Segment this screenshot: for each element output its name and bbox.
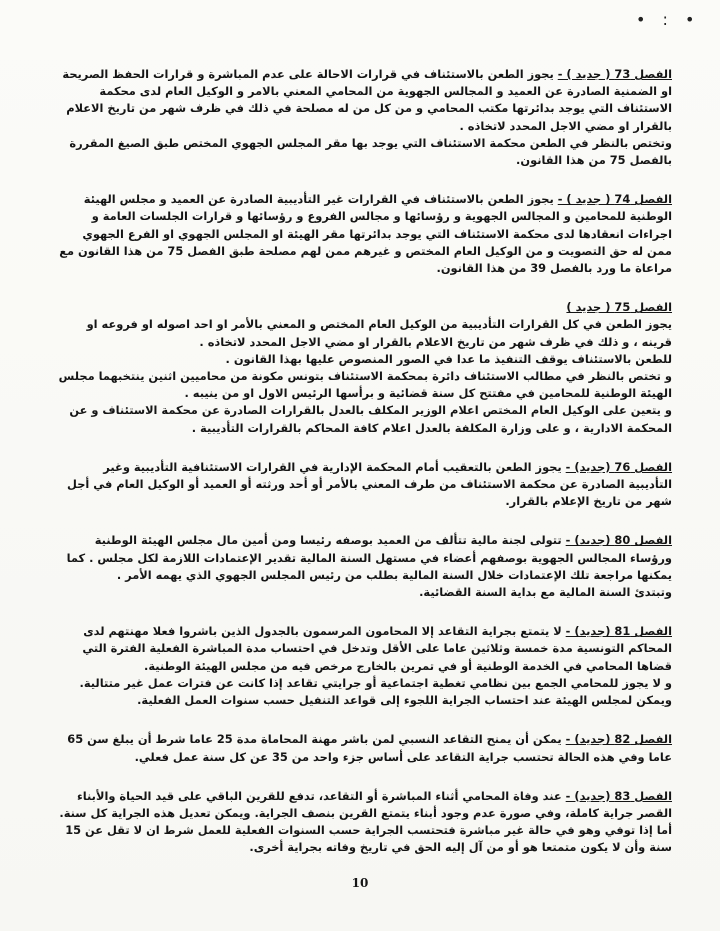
corner-marks: • : •	[636, 10, 701, 29]
article-heading: الفصل 81 (جديد) -	[565, 624, 672, 639]
article-80	[58, 532, 672, 601]
article-heading: الفصل 76 (جديد) -	[565, 459, 672, 474]
article-paragraph: و يتعين على الوكيل العام المختص اعلام الوزير المكلف بالعدل بالقرارات الصادرة عن محكمة الاستئناف و عن المحكمة الادارية ، و على وزارة المكلفة بالعدل اعلام كافة المحاكم بالقرارات التأديبية .	[69, 403, 672, 435]
article-paragraph: الفصل 76 (جديد) - يجوز الطعن بالتعقيب أمام المحكمة الإدارية في القرارات الاستئنافية التأديبية وغير التأديبية الصادرة عن محكمة الاستئناف من طرف المعني بالأمر أو أحد ورثته أو العميد أو الوكيل العام في أجل شهر من تاريخ الإعلام بالقرار.	[67, 459, 672, 509]
article-paragraph: يجوز الطعن في كل القرارات التأديبية من الوكيل العام المختص و المعني بالأمر او احد اصوله او فروعه او قرينه ، و ذلك في ظرف شهر من تاريخ الاعلام بالقرار او مضي الاجل المحدد لاتخاذه .	[86, 317, 672, 349]
article-heading: الفصل 80 (جديد) -	[565, 533, 672, 548]
article-paragraph: وتختص بالنظر في الطعن محكمة الاستئناف التي يوجد بها مقر المجلس الجهوي المختص طبق الصيغ المقررة بالفصل 75 من هذا القانون.	[69, 135, 672, 168]
article-paragraph: و تختص بالنظر في مطالب الاستئناف دائرة بمحكمة الاستئناف بتونس مكونة من محاميين اثنين ينتخبهما مجلس الهيئة الوطنية للمحامين في مفتتح كل سنة قضائية و برأسها الرئيس الاول او من ينيبه .	[58, 369, 672, 401]
article-paragraph: الفصل 81 (جديد) - لا يتمتع بجراية التقاعد إلا المحامون المرسمون بالجدول الذين باشروا فعلا مهنتهم لدى المحاكم التونسية مدة خمسة وثلاثين عاما على الأقل وتدخل في احتساب مدة المباشرة الفعلية الفترة التي قضاها المحامي في الخدمة الوطنية أو في تمرين بالخارج مرخص فيه من مجلس الهيئة الوطنية.	[82, 624, 672, 673]
article-paragraph: الفصل 74 ( جديد ) - يجوز الطعن بالاستئناف في القرارات غير التأديبية الصادرة عن العميد و مجلس الهيئة الوطنية للمحامين و المجالس الجهوية و رؤسائها و مجالس الفروع و رؤسائها و قرارات الجلسات العامة و اجراءات انعقادها لدى محكمة الاستئناف التي يوجد بدائرتها مقر الهيئة او المجلس الجهوي او الفرع الجهوي ممن له حق التصويت و من الوكيل العام المختص و غيرهم ممن لهم مصلحة طبق الفصل 75 من هذا القانون مع مراعاة ما ورد بالفصل 39 من هذا القانون.	[59, 192, 672, 276]
article-paragraph: الفصل 80 (جديد) - تتولى لجنة مالية تتألف من العميد بوصفه رئيسا ومن أمين مال مجلس الهيئة الوطنية ورؤساء المجالس الجهوية بوصفهم أعضاء في مستهل السنة المالية تقدير الإعتمادات اللازمة لكل مجلس . كما يمكنها مراجعة تلك الإعتمادات خلال السنة المالية بطلب من رئيس المجلس الجهوي الذي يهمه الأمر .	[66, 533, 672, 582]
article-heading: الفصل 74 ( جديد ) -	[557, 192, 672, 207]
article-heading: الفصل 75 ( جديد )	[566, 300, 672, 315]
article-83	[58, 788, 672, 857]
article-81	[58, 623, 672, 709]
article-82	[58, 731, 672, 765]
article-paragraph	[58, 299, 672, 316]
article-heading: الفصل 73 ( جديد ) -	[557, 67, 672, 81]
article-paragraph: للطعن بالاستئناف يوقف التنفيذ ما عدا في الصور المنصوص عليها بهذا القانون .	[225, 351, 672, 366]
article-paragraph: و لا يجوز للمحامي الجمع بين نظامي تغطية اجتماعية أو جرايتي تقاعد إذا كانت عن فترات عمل غير متتالية.	[79, 675, 672, 690]
article-paragraph: وتبتدئ السنة المالية مع بداية السنة القضائية.	[419, 585, 672, 600]
article-76	[58, 459, 672, 511]
document-body	[58, 66, 672, 879]
article-paragraph: ويمكن لمجلس الهيئة عند احتساب الجراية اللجوء إلى قواعد التنفيل حسب سنوات العمل الفعلية.	[137, 693, 672, 708]
article-73	[58, 66, 672, 169]
article-75	[58, 299, 672, 437]
article-heading: الفصل 83 (جديد) -	[565, 788, 672, 803]
article-heading: الفصل 82 (جديد) -	[565, 732, 672, 747]
article-paragraph: الفصل 82 (جديد) - يمكن أن يمنح التقاعد النسبي لمن باشر مهنة المحاماة مدة 25 عاما شرط أن يبلغ سن 65 عاما وفي هذه الحالة تحتسب جراية التقاعد على أساس جزء واحد من 35 عن كل سنة عمل فعلي.	[67, 732, 672, 764]
article-paragraph: الفصل 83 (جديد) - عند وفاة المحامي أثناء المباشرة أو التقاعد، تدفع للقرين الباقي على قيد الحياة والأبناء القصر جراية كاملة، وفي صورة عدم وجود أبناء يتمتع القرين بنصف الجراية. ويمكن تعديل هذه الجراية كل سنة.	[59, 788, 672, 820]
article-paragraph: الفصل 73 ( جديد ) - يجوز الطعن بالاستئناف في قرارات الاحالة على عدم المباشرة و قرارات الحفظ الصريحة او الضمنية الصادرة عن العميد و المجالس الجهوية من المحامي المعني بالامر و الوكيل العام لدى محكمة الاستئناف التي يوجد بدائرتها مكتب المحامي و من كل من له مصلحة في ذلك في ظرف شهر من تاريخ الاعلام بالقرار او مضي الاجل المحدد لاتخاذه .	[62, 67, 672, 133]
page-number: 10	[351, 876, 369, 890]
article-paragraph: أما إذا توفي وهو في حالة غير مباشرة فتحتسب الجراية حسب السنوات الفعلية للعمل شرط ان لا تقل عن 15 سنة وأن لا يكون متمتعا هو أو من آل إليه الحق في تاريخ وفاته بجراية أخرى.	[65, 823, 672, 855]
article-74	[58, 191, 672, 277]
